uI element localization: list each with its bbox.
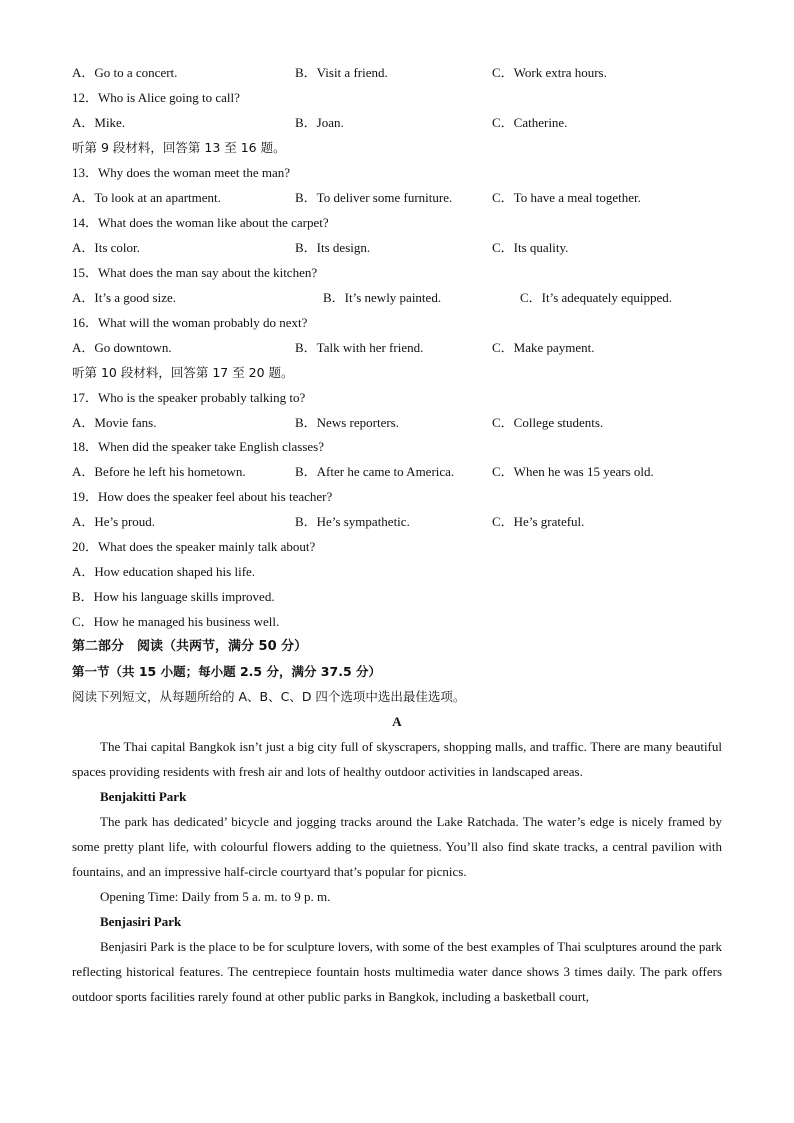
q15-option-b: B．It’s newly painted. <box>323 290 442 305</box>
park2-title: Benjasiri Park <box>100 914 182 929</box>
q16-option-c: C．Make payment. <box>492 340 595 355</box>
park1-description: The park has dedicated’ bicycle and jogging tracks around the Lake Ratchada. The water’s edge is nicely framed by some pretty plant life, with colourful flowers adding to the quietness. You’ll also find skate tracks, a central pavilion with fountains, and an impressive half-circle courtyard that’s popular for picnics. <box>72 814 722 879</box>
q18-stem: 18．When did the speaker take English classes? <box>72 439 324 454</box>
q11-option-b: B．Visit a friend. <box>295 65 388 80</box>
q19-option-c: C．He’s grateful. <box>492 514 585 529</box>
q19-option-b: B．He’s sympathetic. <box>295 514 410 529</box>
passage-intro: The Thai capital Bangkok isn’t just a big city full of skyscrapers, shopping malls, and traffic. There are many beautiful spaces providing residents with fresh air and lots of healthy outdoor activities in landscaped areas. <box>72 739 722 779</box>
part2-section1-title: 第一节（共 15 小题；每小题 2.5 分，满分 37.5 分） <box>72 664 381 679</box>
q14-stem: 14．What does the woman like about the carpet? <box>72 215 329 230</box>
q19-stem: 19．How does the speaker feel about his teacher? <box>72 489 333 504</box>
park1-title: Benjakitti Park <box>100 789 187 804</box>
q16-option-b: B．Talk with her friend. <box>295 340 424 355</box>
q17-option-c: C．College students. <box>492 415 604 430</box>
q12-option-b: B．Joan. <box>295 115 344 130</box>
q16-option-a: A．Go downtown. <box>72 340 172 355</box>
q15-stem: 15．What does the man say about the kitchen? <box>72 265 318 280</box>
q12-stem: 12．Who is Alice going to call? <box>72 90 240 105</box>
part2-title: 第二部分 阅读（共两节，满分 50 分） <box>72 639 308 654</box>
q14-option-c: C．Its quality. <box>492 240 569 255</box>
section9-instruction: 听第 9 段材料，回答第 13 至 16 题。 <box>72 140 286 155</box>
q11-option-a: A．Go to a concert. <box>72 65 178 80</box>
q15-option-c: C．It’s adequately equipped. <box>520 290 672 305</box>
q17-option-b: B．News reporters. <box>295 415 399 430</box>
part2-instruction: 阅读下列短文，从每题所给的 A、B、C、D 四个选项中选出最佳选项。 <box>72 689 466 704</box>
q18-option-c: C．When he was 15 years old. <box>492 464 654 479</box>
section10-instruction: 听第 10 段材料，回答第 17 至 20 题。 <box>72 365 294 380</box>
q13-option-a: A．To look at an apartment. <box>72 190 221 205</box>
passage-letter: A <box>392 714 402 729</box>
q12-option-c: C．Catherine. <box>492 115 568 130</box>
q17-stem: 17．Who is the speaker probably talking to? <box>72 390 306 405</box>
q13-stem: 13．Why does the woman meet the man? <box>72 165 291 180</box>
park2-description: Benjasiri Park is the place to be for sculpture lovers, with some of the best examples of Thai sculptures around the park reflecting historical features. The centrepiece fountain hosts multimedia water dance shows 3 times daily. The park offers outdoor sports facilities rarely found at other public parks in Bangkok, including a basketball court, <box>72 939 722 1004</box>
park1-opening-time: Opening Time: Daily from 5 a. m. to 9 p. m. <box>100 889 331 904</box>
q18-option-a: A．Before he left his hometown. <box>72 464 246 479</box>
q18-option-b: B．After he came to America. <box>295 464 455 479</box>
q14-option-a: A．Its color. <box>72 240 140 255</box>
q20-stem: 20．What does the speaker mainly talk about? <box>72 539 316 554</box>
q20-option-a: A．How education shaped his life. <box>72 564 256 579</box>
q13-option-b: B．To deliver some furniture. <box>295 190 453 205</box>
q12-option-a: A．Mike. <box>72 115 126 130</box>
q20-option-b: B．How his language skills improved. <box>72 589 275 604</box>
q20-option-c: C．How he managed his business well. <box>72 614 280 629</box>
q15-option-a: A．It’s a good size. <box>72 290 176 305</box>
q16-stem: 16．What will the woman probably do next? <box>72 315 308 330</box>
q14-option-b: B．Its design. <box>295 240 371 255</box>
q11-option-c: C．Work extra hours. <box>492 65 607 80</box>
q13-option-c: C．To have a meal together. <box>492 190 641 205</box>
q17-option-a: A．Movie fans. <box>72 415 157 430</box>
q19-option-a: A．He’s proud. <box>72 514 156 529</box>
